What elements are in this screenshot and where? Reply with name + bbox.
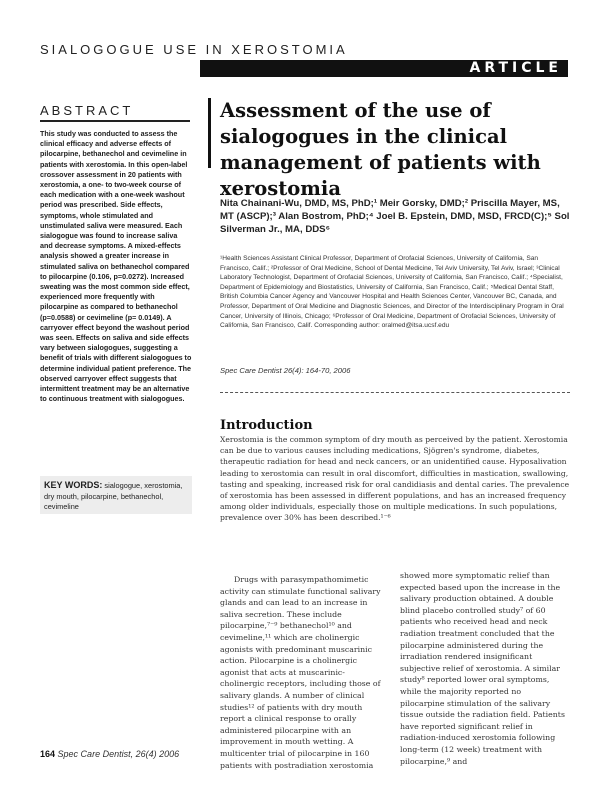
footer-journal: Spec Care Dentist, 26(4) 2006 [57, 749, 180, 759]
title-accent-rule [208, 98, 211, 168]
running-head: SIALOGOGUE USE IN XEROSTOMIA [40, 42, 348, 57]
article-banner [200, 60, 568, 77]
author-list: Nita Chainani-Wu, DMD, MS, PhD;¹ Meir Gorsky, DMD;² Priscilla Mayer, MS, MT (ASCP);³ Alan Bostrom, PhD;⁴ Joel B. Epstein, DMD, MSD, FRCD(C);⁵ Sol Silverman Jr., MA, DDS⁶ [220, 198, 570, 235]
journal-citation: Spec Care Dentist 26(4): 164-70, 2006 [220, 366, 351, 375]
body-column-right: showed more symptomatic relief than expected based upon the increase in the salivary production obtained. A double blind placebo controlled study⁷ of 60 patients who received head and neck radiation treatment concluded that the pilocarpine administered during the irradiation rendered insignificant subjective relief of xerostomia. A similar study⁸ reported lower oral symptoms, while the majority reported no pilocarpine stimulation of the salivary tissue outside the radiation field. Patients have reported significant relief in radiation-induced xerostomia following long-term (12 week) treatment with pilocarpine,⁹ and [400, 571, 565, 766]
abstract-text: This study was conducted to assess the clinical efficacy and adverse effects of pilocarpine, bethanechol and cevimeline in patients with xerostomia. In this open-label crossover assessment in 20 patients with xerostomia, a one- to two-week course of each medication with a one-week washout period was prescribed. Side effects, symptoms, whole stimulated and unstimulated saliva were measured. Each sialogogue was found to increase saliva and decrease symptoms. A mixed-effects analysis showed a greater increase in stimulated saliva on bethanechol compared to pilocarpine (0.106, p=0.0272). Increased sweating was the most common side effect, experienced more frequently with pilocarpine as compared to bethanechol (p=0.0588) or cevimeline (p= 0.0149). A carryover effect beyond the washout period was seen. Effects on saliva and side effects vary between sialogogues, suggesting a benefit of trials with different sialogogues to determine individual patient preference. The observed carryover effect suggests that intermittent treatment may be an alternative to continuous treatment with sialogogues. [40, 129, 192, 404]
abstract-heading: ABSTRACT [40, 103, 134, 118]
page-footer [40, 749, 179, 759]
article-label: ARTICLE [469, 60, 562, 76]
keywords-box [40, 476, 192, 514]
section-divider [220, 392, 570, 394]
keywords-content [44, 480, 188, 513]
introduction-heading: Introduction [220, 418, 313, 433]
keywords-text: sialogogue, xerostomia, dry mouth, pilocarpine, bethanechol, cevimeline [44, 481, 183, 511]
introduction-paragraph: Xerostomia is the common symptom of dry mouth as perceived by the patient. Xerostomia can be due to various causes including medications, Sjögren's syndrome, diabetes, therapeutic radiation for head and neck cancers, or an unidentified cause. Hyposalivation leading to xerostomia can result in oral discomfort, difficulties in mastication, swallowing, tasting and speaking, increased risk for oral candidiasis and dental caries. The prevalence of xerostomia has been assessed in different populations, and has an increased frequency among older individuals, especially those on multiple medications. In such populations, prevalence over 30% has been described.¹⁻⁶ [220, 435, 570, 523]
keywords-heading: KEY WORDS: [44, 480, 103, 490]
body-column-left: Drugs with parasympathomimetic activity can stimulate functional salivary glands and can lead to an increase in saliva secretion. These include pilocarpine,⁷⁻⁹ bethanechol¹⁰ and cevimeline,¹¹ which are cholinergic agonists with predominant muscarinic action. Pilocarpine is a cholinergic agonist that acts at muscarinic-cholinergic receptors, including those of salivary glands. A number of clinical studies¹² of patients with dry mouth report a clinical response to orally administered pilocarpine with an improvement in mouth wetting. A multicenter trial of pilocarpine in 160 patients with postradiation xerostomia [220, 575, 381, 770]
abstract-divider [40, 120, 190, 122]
page-number: 164 [40, 749, 56, 759]
author-affiliations: ¹Health Sciences Assistant Clinical Professor, Department of Orofacial Sciences, University of California, San Francisco, Calif.; ²Professor of Oral Medicine, School of Dental Medicine, Tel Aviv University, Tel Aviv, Israel; ³Clinical Laboratory Technologist, Department of Orofacial Sciences, University of California, San Francisco, Calif.; ⁴Specialist, Department of Epidemiology and Biostatistics, University of California, San Francisco, Calif.; ⁵Medical Dental Staff, British Columbia Cancer Agency and Vancouver Hospital and Health Sciences Center, Vancouver BC, Canada, and Professor, Department of Oral Medicine and Diagnostic Sciences, and Director of the Interdisciplinary Program in Oral Cancer, University of Illinois, Chicago; ⁶Professor of Oral Medicine, Department of Orofacial Sciences, University of California, San Francisco, Calif. Corresponding author: oralmed@itsa.ucsf.edu [220, 255, 564, 330]
article-title: Assessment of the use of sialogogues in the clinical management of patients with xerostomia [220, 99, 541, 200]
